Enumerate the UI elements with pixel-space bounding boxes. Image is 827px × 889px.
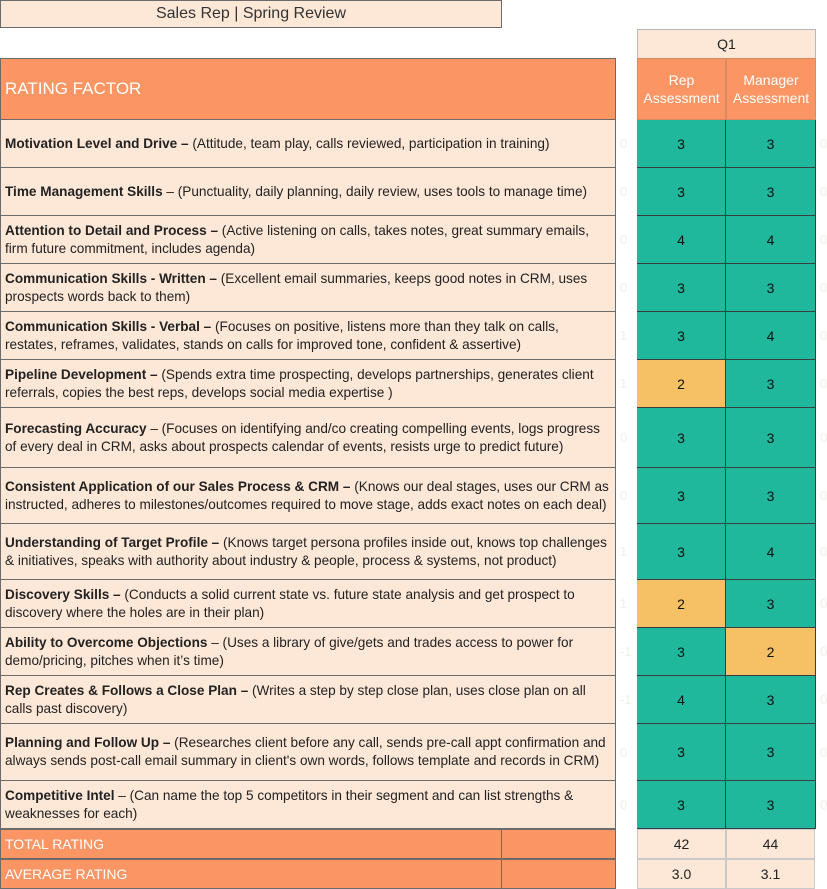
- rating-factor-name: Time Management Skills: [5, 183, 167, 199]
- rating-factor-row[interactable]: [0, 468, 616, 524]
- rating-factor-name: Ability to Overcome Objections: [5, 634, 212, 650]
- hidden-diff-value: 0: [620, 136, 628, 151]
- rating-factor-name: Competitive Intel: [5, 787, 119, 803]
- manager-score-cell[interactable]: 3: [726, 724, 816, 781]
- manager-score-cell[interactable]: 2: [726, 628, 816, 676]
- rating-factor-text: [5, 534, 611, 570]
- hidden-diff-value-right: 0: [820, 280, 827, 295]
- rep-score-cell[interactable]: 3: [637, 724, 726, 781]
- rep-score-cell[interactable]: 3: [637, 120, 726, 168]
- rating-factor-description: (Conducts a solid current state vs. future state analysis and get prospect to discovery where the holes are in their plan): [5, 586, 575, 620]
- rating-factor-row[interactable]: [0, 628, 616, 676]
- rating-factor-name: Rep Creates & Follows a Close Plan –: [5, 682, 253, 698]
- hidden-diff-value: 1: [620, 596, 628, 611]
- hidden-diff-value-right: 0: [820, 797, 827, 812]
- rep-score-cell[interactable]: 4: [637, 216, 726, 264]
- hidden-diff-value: 0: [620, 797, 628, 812]
- average-rating-label: AVERAGE RATING: [0, 859, 502, 889]
- hidden-diff-value-right: 0: [820, 376, 827, 391]
- hidden-diff-value: 0: [620, 280, 628, 295]
- rating-factor-row[interactable]: [0, 216, 616, 264]
- rep-score-cell[interactable]: 2: [637, 360, 726, 408]
- manager-score-cell[interactable]: 4: [726, 312, 816, 360]
- rating-factor-text: [5, 634, 611, 670]
- rating-factor-row[interactable]: [0, 120, 616, 168]
- hidden-diff-value-right: 0: [820, 744, 827, 760]
- average-rating-blank: [502, 859, 616, 889]
- rating-factor-row[interactable]: [0, 676, 616, 724]
- rating-factor-description: (Researches client before any call, sends pre-call appt confirmation and always sends post-call email summary in client's own words, follows template and records in CRM): [5, 735, 606, 768]
- rating-factor-description: (Spends extra time prospecting, develops partnerships, generates client referrals, copies the best reps, develops social media expertise ): [5, 366, 594, 400]
- rating-factor-description: – (Punctuality, daily planning, daily review, uses tools to manage time): [166, 183, 588, 199]
- rep-assessment-header: Rep Assessment: [637, 58, 726, 120]
- rating-factor-name: Consistent Application of our Sales Process & CRM –: [5, 478, 355, 494]
- hidden-diff-value-right: 0: [820, 488, 827, 503]
- rep-total[interactable]: 42: [637, 829, 726, 859]
- manager-score-cell[interactable]: 3: [726, 468, 816, 524]
- rating-factor-name: Discovery Skills –: [5, 586, 125, 602]
- total-rating-label: TOTAL RATING: [0, 829, 502, 859]
- hidden-diff-value-right: 0: [820, 184, 827, 199]
- rating-factor-text: [5, 366, 611, 402]
- rating-factor-text: [5, 135, 549, 153]
- rating-factor-name: Forecasting Accuracy: [5, 420, 151, 436]
- rating-factor-row[interactable]: [0, 168, 616, 216]
- rating-factor-name: Communication Skills - Verbal –: [5, 318, 216, 334]
- rating-factor-text: [5, 682, 611, 718]
- rating-factor-header: RATING FACTOR: [0, 58, 616, 120]
- quarter-header: Q1: [637, 29, 816, 59]
- manager-score-cell[interactable]: 3: [726, 360, 816, 408]
- rating-factor-name: Motivation Level and Drive –: [5, 135, 193, 151]
- hidden-diff-value: -1: [620, 644, 632, 659]
- rating-factor-text: [5, 787, 611, 823]
- hidden-diff-value-right: 0: [820, 596, 827, 611]
- rating-factor-text: [5, 586, 611, 622]
- rating-factor-description: – (Uses a library of give/gets and trades access to power for demo/pricing, pitches when it’s time): [5, 634, 574, 668]
- manager-score-cell[interactable]: 3: [726, 676, 816, 724]
- hidden-diff-value-right: 0: [820, 136, 827, 151]
- manager-total[interactable]: 44: [726, 829, 815, 859]
- rating-factor-row[interactable]: [0, 524, 616, 580]
- rep-score-cell[interactable]: 4: [637, 676, 726, 724]
- rating-factor-text: [5, 734, 611, 770]
- rating-factor-text: [5, 183, 587, 201]
- rating-factor-text: [5, 222, 611, 258]
- hidden-diff-value: 0: [620, 744, 628, 760]
- rep-score-cell[interactable]: 3: [637, 408, 726, 468]
- hidden-diff-value: -1: [620, 692, 632, 707]
- total-rating-blank: [502, 829, 616, 859]
- manager-score-cell[interactable]: 4: [726, 524, 816, 580]
- manager-score-cell[interactable]: 3: [726, 580, 816, 628]
- rating-factor-row[interactable]: [0, 264, 616, 312]
- rating-factor-description: (Excellent email summaries, keeps good notes in CRM, uses prospects words back to them): [5, 270, 588, 304]
- rep-score-cell[interactable]: 3: [637, 312, 726, 360]
- rating-factor-name: Attention to Detail and Process –: [5, 222, 222, 238]
- rating-factor-description: (Writes a step by step close plan, uses close plan on all calls past discovery): [5, 682, 586, 716]
- manager-average[interactable]: 3.1: [726, 859, 815, 889]
- sheet-title: Sales Rep | Spring Review: [0, 0, 502, 28]
- rating-factor-text: [5, 318, 611, 354]
- manager-assessment-header: Manager Assessment: [726, 58, 816, 120]
- hidden-diff-value: 1: [620, 376, 628, 391]
- rep-score-cell[interactable]: 3: [637, 264, 726, 312]
- rep-score-cell[interactable]: 3: [637, 628, 726, 676]
- rep-score-cell[interactable]: 3: [637, 781, 726, 829]
- rating-factor-description: (Focuses on positive, listens more than they talk on calls, restates, reframes, validates, stands on calls for improved tone, confident & assertive): [5, 318, 559, 352]
- rep-score-cell[interactable]: 3: [637, 468, 726, 524]
- hidden-diff-value: 0: [620, 184, 628, 199]
- hidden-diff-value: 0: [620, 488, 628, 503]
- rep-score-cell[interactable]: 2: [637, 580, 726, 628]
- hidden-diff-value-right: 0: [820, 544, 827, 559]
- hidden-diff-value: 0: [620, 430, 628, 445]
- rating-factor-row[interactable]: [0, 312, 616, 360]
- rating-factor-text: [5, 478, 611, 514]
- hidden-diff-value-right: 0: [820, 430, 827, 445]
- rep-average[interactable]: 3.0: [637, 859, 726, 889]
- rating-factor-row[interactable]: [0, 360, 616, 408]
- manager-score-cell[interactable]: 4: [726, 216, 816, 264]
- rating-factor-name: Planning and Follow Up –: [5, 735, 175, 750]
- hidden-diff-value-right: 0: [820, 232, 827, 247]
- hidden-diff-value-right: 0: [820, 328, 827, 343]
- manager-score-cell[interactable]: 3: [726, 264, 816, 312]
- hidden-diff-value: 1: [620, 544, 628, 559]
- hidden-diff-value: 1: [620, 328, 628, 343]
- hidden-diff-value: 0: [620, 232, 628, 247]
- rating-factor-name: Pipeline Development –: [5, 366, 162, 382]
- manager-score-cell[interactable]: 3: [726, 781, 816, 829]
- rating-factor-row[interactable]: [0, 408, 616, 468]
- rep-score-cell[interactable]: 3: [637, 524, 726, 580]
- rating-factor-description: (Knows our deal stages, uses our CRM as instructed, adheres to milestones/outcomes required to move stage, adds exact notes on each deal): [5, 478, 609, 512]
- rating-factor-description: (Active listening on calls, takes notes, great summary emails, firm future commitment, includes agenda): [5, 222, 589, 256]
- hidden-diff-value-right: 0: [820, 692, 827, 707]
- rating-factor-row[interactable]: [0, 724, 616, 781]
- rating-factor-row[interactable]: [0, 781, 616, 829]
- rating-factor-description: (Attitude, team play, calls reviewed, participation in training): [192, 135, 550, 151]
- manager-score-cell[interactable]: 3: [726, 168, 816, 216]
- manager-score-cell[interactable]: 3: [726, 120, 816, 168]
- rating-factor-text: [5, 270, 611, 306]
- rating-factor-name: Communication Skills - Written –: [5, 270, 221, 286]
- rating-factor-text: [5, 420, 611, 456]
- rating-factor-name: Understanding of Target Profile –: [5, 534, 224, 550]
- rep-score-cell[interactable]: 3: [637, 168, 726, 216]
- rating-factor-description: (Knows target persona profiles inside out, knows top challenges & initiatives, speaks with authority about industry & people, process & systems, not product): [5, 534, 607, 568]
- rating-factor-description: – (Can name the top 5 competitors in their segment and can list strengths & weaknesses for each): [5, 787, 574, 821]
- rating-factor-description: – (Focuses on identifying and/co creating compelling events, logs progress of every deal in CRM, asks about prospects calendar of events, resists urge to predict future): [5, 420, 600, 454]
- rating-factor-row[interactable]: [0, 580, 616, 628]
- manager-score-cell[interactable]: 3: [726, 408, 816, 468]
- hidden-diff-value-right: 0: [820, 644, 827, 659]
